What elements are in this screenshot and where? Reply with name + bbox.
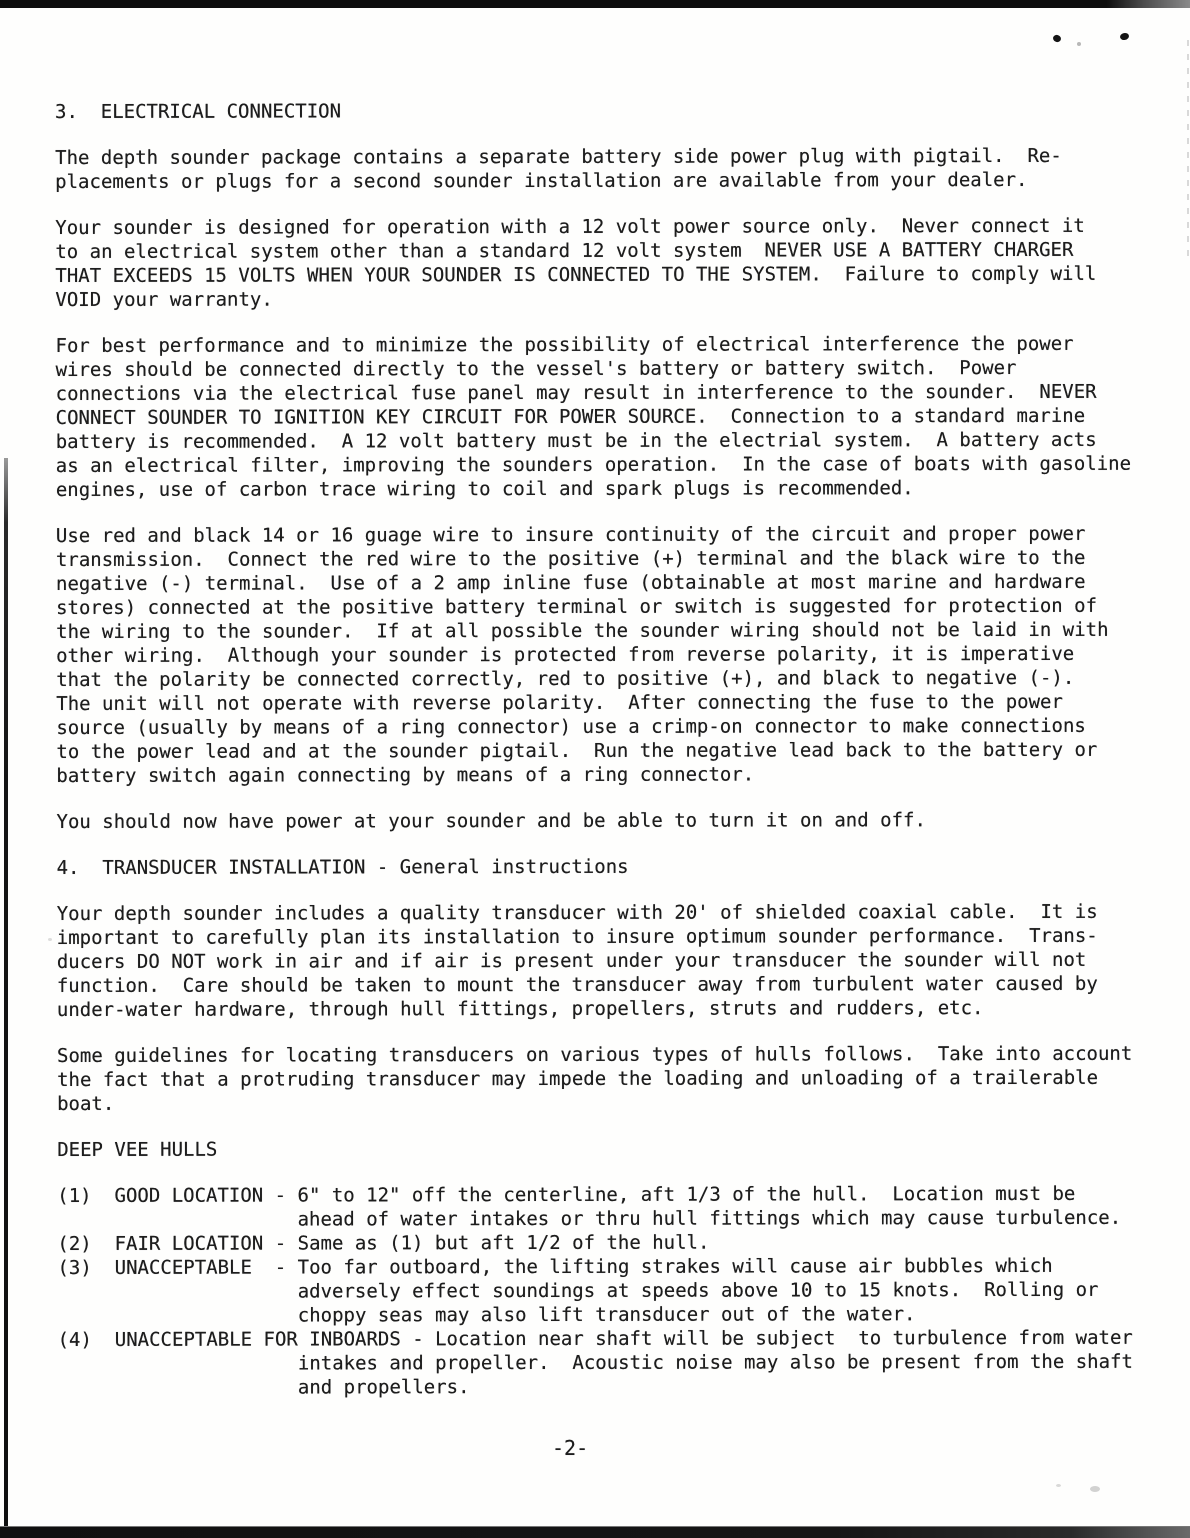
section-3-paragraph-5: You should now have power at your sounder and be able to turn it on and off. bbox=[56, 809, 926, 833]
scan-edge-right-marks bbox=[1187, 40, 1189, 260]
page-number: -2- bbox=[552, 1436, 589, 1460]
list-item-fair-location: (2) FAIR LOCATION - Same as (1) but aft 1/2 of the hull. bbox=[57, 1231, 710, 1255]
section-3-paragraph-1: The depth sounder package contains a separate battery side power plug with pigtail. Re- placements or plugs for a second sounder installation are available from your dealer. bbox=[55, 144, 1062, 193]
ink-speck bbox=[1056, 1484, 1061, 1487]
ink-speck bbox=[1119, 32, 1129, 41]
ink-speck bbox=[1090, 1486, 1100, 1492]
list-item-unacceptable-inboards: (4) UNACCEPTABLE FOR INBOARDS - Location near shaft will be subject to turbulence from water intakes and propeller. Acoustic noise may also be present from the shaft and propellers. bbox=[57, 1326, 1133, 1399]
scan-edge-bottom-bar bbox=[0, 1526, 1190, 1538]
ink-speck bbox=[48, 938, 52, 941]
section-4-paragraph-1: Your depth sounder includes a quality transducer with 20' of shielded coaxial cable. It is important to carefully plan its installation to insure optimum sounder performance. Trans- ducers DO NOT work in air and if air is present under your transducer the sounder will not function. Care should be taken to mount the transducer away from turbulent water caused by under-water hardware, through hull fittings, propellers, struts and rudders, etc. bbox=[56, 900, 1098, 1021]
list-item-unacceptable: (3) UNACCEPTABLE - Too far outboard, the lifting strakes will cause air bubbles which adversely effect soundings at speeds above 10 to 15 knots. Rolling or choppy seas may also lift transducer out of the water. bbox=[57, 1254, 1099, 1327]
section-3-paragraph-3: For best performance and to minimize the possibility of electrical interference the power wires should be connected directly to the vessel's battery or battery switch. Power connections via the electrical fuse panel may result in interference to the sounder. NEVER CONNECT SOUNDER TO IGNITION KEY CIRCUIT FOR POWER SOURCE. Connection to a standard marine battery is recommended. A 12 volt battery must be in the electrial system. A battery acts as an electrical filter, improving the sounders operation. In the case of boats with gasoline engines, use of carbon trace wiring to coil and spark plugs is recommended. bbox=[55, 332, 1132, 501]
section-3-paragraph-2: Your sounder is designed for operation with a 12 volt power source only. Never connect it to an electrical system other than a standard 12 volt system NEVER USE A BATTERY CHARGER THAT EXCEEDS 15 VOLTS WHEN YOUR SOUNDER IS CONNECTED TO THE SYSTEM. Failure to comply will VOID your warranty. bbox=[55, 214, 1097, 311]
ink-speck bbox=[1077, 42, 1081, 46]
section-3-paragraph-4: Use red and black 14 or 16 guage wire to insure continuity of the circuit and proper power transmission. Connect the red wire to the positive (+) terminal and the black wire to the negative (-) terminal. Use of a 2 amp inline fuse (obtainable at most marine and hardware stores) connected at the positive battery terminal or switch is suggested for protection of the wiring to the sounder. If at all possible the sounder wiring should not be laid in with other wiring. Although your sounder is protected from reverse polarity, it is imperative that the polarity be connected correctly, red to positive (+), and black to negative (-). The unit will not operate with reverse polarity. After connecting the fuse to the power source (usually by means of a ring connector) use a crimp-on connector to make connections to the power lead and at the sounder pigtail. Run the negative lead back to the battery or battery switch again connecting by means of a ring connector. bbox=[55, 522, 1109, 787]
list-item-good-location: (1) GOOD LOCATION - 6" to 12" off the centerline, aft 1/3 of the hull. Location must be ahead of water intakes or thru hull fittings which may cause turbulence. bbox=[57, 1182, 1122, 1231]
section-3-heading: 3. ELECTRICAL CONNECTION bbox=[55, 100, 342, 123]
page-body-text bbox=[55, 98, 1133, 1400]
section-4-heading: 4. TRANSDUCER INSTALLATION - General instructions bbox=[56, 855, 629, 879]
scan-edge-left-bar bbox=[4, 458, 8, 1538]
ink-speck bbox=[1052, 34, 1062, 43]
deep-vee-hulls-subheading: DEEP VEE HULLS bbox=[57, 1138, 218, 1161]
scan-edge-top-bar bbox=[0, 0, 1190, 8]
section-4-paragraph-2: Some guidelines for locating transducers on various types of hulls follows. Take into account the fact that a protruding transducer may impede the loading and unloading of a trailerable boat. bbox=[56, 1042, 1133, 1115]
